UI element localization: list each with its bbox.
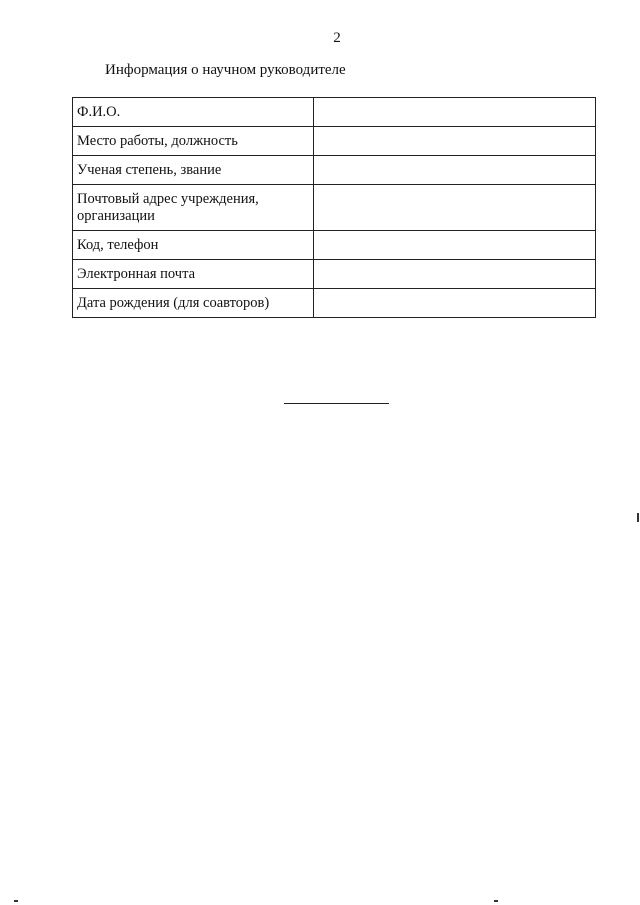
row-value-postal-address[interactable]: [314, 185, 596, 231]
row-label-postal-address: Почтовый адрес учреждения, организации: [73, 185, 314, 231]
supervisor-info-table: [72, 97, 596, 318]
row-value-phone[interactable]: [314, 231, 596, 260]
row-label-phone: Код, телефон: [73, 231, 314, 260]
table-row: [73, 127, 596, 156]
scan-artifact: [14, 900, 18, 902]
row-label-full-name: Ф.И.О.: [73, 98, 314, 127]
row-value-full-name[interactable]: [314, 98, 596, 127]
divider-line: [284, 403, 389, 404]
row-value-degree[interactable]: [314, 156, 596, 185]
row-label-birth-date: Дата рождения (для соавторов): [73, 289, 314, 318]
table-row: [73, 289, 596, 318]
page-number: 2: [333, 30, 341, 46]
table-row: [73, 185, 596, 231]
row-value-workplace[interactable]: [314, 127, 596, 156]
row-value-email[interactable]: [314, 260, 596, 289]
row-label-workplace: Место работы, должность: [73, 127, 314, 156]
row-label-degree: Ученая степень, звание: [73, 156, 314, 185]
table-row: [73, 98, 596, 127]
row-value-birth-date[interactable]: [314, 289, 596, 318]
scan-artifact: [494, 900, 498, 902]
table-row: [73, 156, 596, 185]
table-row: [73, 231, 596, 260]
row-label-email: Электронная почта: [73, 260, 314, 289]
section-title: Информация о научном руководителе: [105, 62, 346, 78]
table-row: [73, 260, 596, 289]
scan-artifact: [637, 513, 639, 522]
